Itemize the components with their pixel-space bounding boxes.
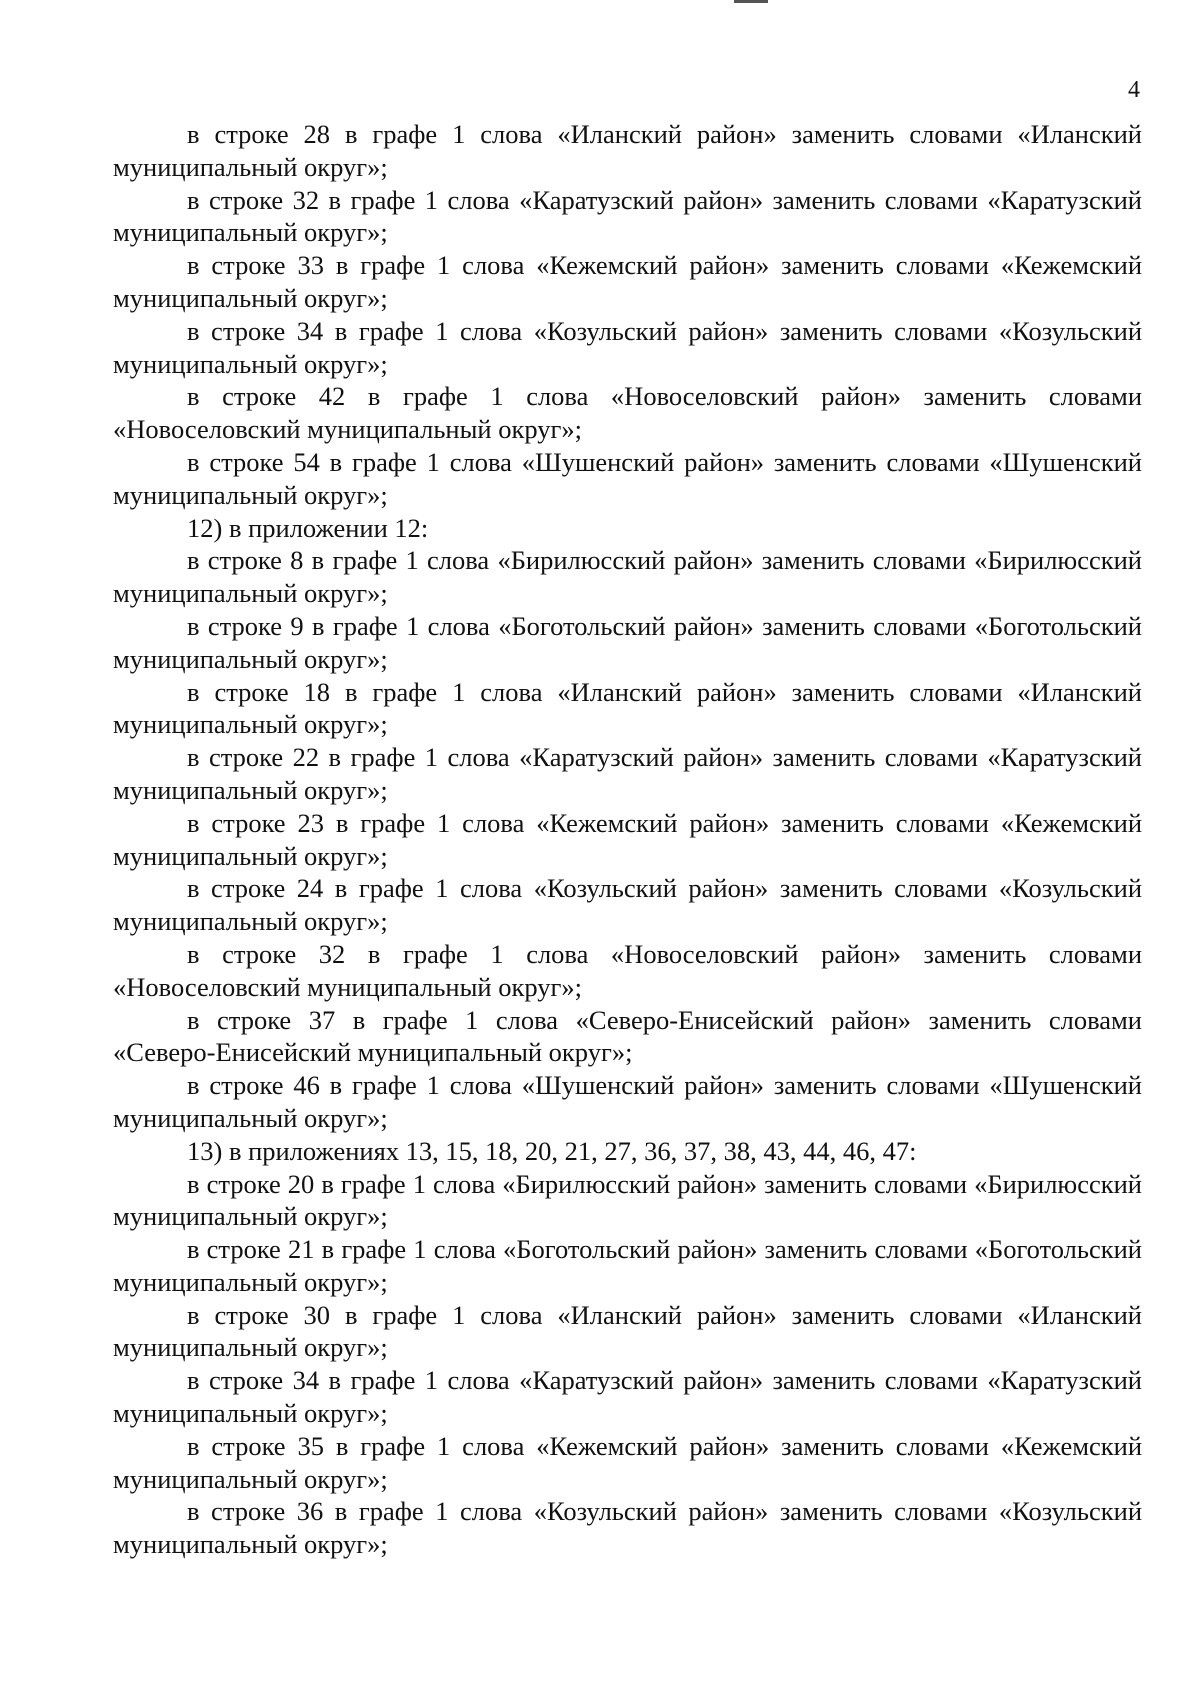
amendment-paragraph: в строке 42 в графе 1 слова «Новоселовский район» заменить словами «Новоселовский муниципальный округ»; [113, 381, 1142, 445]
list-item-heading: 12) в приложении 12: [187, 512, 429, 543]
amendment-paragraph: в строке 24 в графе 1 слова «Козульский район» заменить словами «Козульский муниципальный округ»; [113, 873, 1142, 937]
amendment-paragraph: в строке 37 в графе 1 слова «Северо-Енисейский район» заменить словами «Северо-Енисейский муниципальный округ»; [113, 1004, 1142, 1068]
amendment-paragraph: в строке 21 в графе 1 слова «Боготольский район» заменить словами «Боготольский муниципальный округ»; [113, 1234, 1142, 1297]
amendment-paragraph: в строке 32 в графе 1 слова «Новоселовский район» заменить словами «Новоселовский муниципальный округ»; [113, 938, 1142, 1002]
amendment-paragraph: в строке 33 в графе 1 слова «Кежемский район» заменить словами «Кежемский муниципальный округ»; [113, 250, 1142, 313]
page-number: 4 [1128, 77, 1140, 103]
amendment-paragraph: в строке 32 в графе 1 слова «Каратузский район» заменить словами «Каратузский муниципальный округ»; [113, 184, 1142, 248]
amendment-paragraph: в строке 23 в графе 1 слова «Кежемский район» заменить словами «Кежемский муниципальный округ»; [113, 807, 1142, 871]
amendment-paragraph: в строке 54 в графе 1 слова «Шушенский район» заменить словами «Шушенский муниципальный округ»; [113, 446, 1142, 510]
amendment-paragraph: в строке 28 в графе 1 слова «Иланский район» заменить словами «Иланский муниципальный округ»; [113, 119, 1142, 182]
amendment-paragraph: в строке 36 в графе 1 слова «Козульский район» заменить словами «Козульский муниципальный округ»; [113, 1496, 1142, 1560]
list-item-heading: 13) в приложениях 13, 15, 18, 20, 21, 27, 36, 37, 38, 43, 44, 46, 47: [187, 1135, 917, 1166]
scan-mark [734, 0, 768, 3]
amendment-paragraph: в строке 30 в графе 1 слова «Иланский район» заменить словами «Иланский муниципальный округ»; [113, 1299, 1142, 1363]
amendment-paragraph: в строке 8 в графе 1 слова «Бирилюсский район» заменить словами «Бирилюсский муниципальный округ»; [113, 545, 1142, 609]
amendment-paragraph: в строке 20 в графе 1 слова «Бирилюсский район» заменить словами «Бирилюсский муниципальный округ»; [113, 1168, 1142, 1232]
amendment-paragraph: в строке 34 в графе 1 слова «Каратузский район» заменить словами «Каратузский муниципальный округ»; [113, 1365, 1142, 1429]
amendment-paragraph: в строке 34 в графе 1 слова «Козульский район» заменить словами «Козульский муниципальный округ»; [113, 315, 1142, 379]
amendment-paragraph: в строке 9 в графе 1 слова «Боготольский район» заменить словами «Боготольский муниципальный округ»; [113, 610, 1142, 674]
amendment-paragraph: в строке 18 в графе 1 слова «Иланский район» заменить словами «Иланский муниципальный округ»; [113, 676, 1142, 740]
amendment-paragraph: в строке 46 в графе 1 слова «Шушенский район» заменить словами «Шушенский муниципальный округ»; [113, 1070, 1142, 1133]
amendment-paragraph: в строке 35 в графе 1 слова «Кежемский район» заменить словами «Кежемский муниципальный округ»; [113, 1430, 1142, 1494]
amendment-paragraph: в строке 22 в графе 1 слова «Каратузский район» заменить словами «Каратузский муниципальный округ»; [113, 742, 1142, 805]
document-body [113, 118, 1142, 1561]
